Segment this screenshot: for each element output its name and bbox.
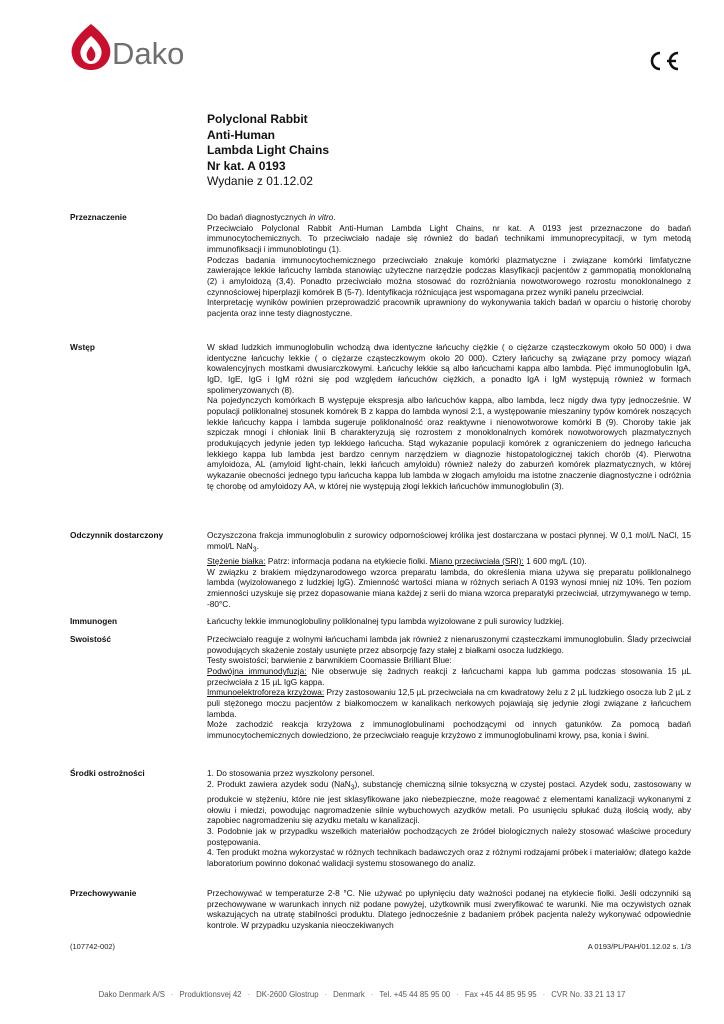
subscript: 3 [252,546,257,554]
fax: Fax +45 44 85 95 95 [464,990,537,999]
edition-date: Wydanie z 01.12.02 [207,174,313,188]
dako-logo [68,22,198,78]
underlined-term: Miano przeciwciała (SRI): [429,555,524,566]
section-label: Immunogen [70,616,118,626]
catalog-number: Nr kat. A 0193 [207,158,286,173]
section-body [207,212,691,319]
text: . [333,212,336,222]
text: ), substancję chemiczną silnie toksyczną w czystej postaci. Azydek sodu, zastosowany w produkcie w stężeniu, które nie jest sklasyfikowane jako niebezpieczne, może reagować z elementami kanalizacji wykonanymi z ołowiu i miedzi, powodując nagromadzenie silnie wybuchowych azydków metali. Po usunięciu spłukać dużą ilością wody, aby zapobiec nagromadzeniu się azydku metalu w kanalizacji. [207,778,691,826]
section-label: Środki ostrożności [70,768,145,778]
section-body [207,768,691,869]
section-label: Przechowywanie [70,888,137,898]
text: Do badań diagnostycznych [207,212,309,222]
list-item: 1. Do stosowania przez wyszkolony personel. [207,768,375,778]
paragraph: Przeciwciało reaguje z wolnymi łańcuchami lambda jak również z nienaruszonymi cząsteczkami immunoglobulin. Ślady przeciwciał powodujących skażenie zostały usunięte przez absorpcję fazy stałej z białkami osocza ludzkiego. [207,634,691,655]
text-italic: in vitro [308,212,334,222]
text: Nie obserwuje się żadnych reakcji z łańcuchami kappa lub gamma podczas stosowania 15 µL przeciwciała z 15 µL IgG kappa. [207,665,691,687]
section-label: Odczynnik dostarczony [70,530,164,540]
company-name: Dako Denmark A/S [98,990,165,999]
paragraph: Może zachodzić reakcja krzyżowa z immunoglobulinami pochodzącymi od innych gatunków. Za pomocą badań immunocytochemicznych dowiedziono, że przeciwciało reaguje krzyżowo z immunoglobulinami krowy, psa, konia i świni. [207,719,691,740]
street-address: Produktionsvej 42 [179,990,242,999]
text: 2. Produkt zawiera azydek sodu (NaN [207,778,351,789]
paragraph: Interpretację wyników powinien przeprowadzić pracownik uprawniony do wykonywania takich badań w oparciu o historię choroby pacjenta oraz inne testy diagnostyczne. [207,297,691,318]
telephone: Tel. +45 44 85 95 00 [379,990,451,999]
section-label: Swoistość [70,634,112,644]
text: 1 600 mg/L (10). [523,555,587,566]
paragraph: W związku z brakiem międzynarodowego wzorca preparatu lambda, do określenia miana używa się preparatu poliklonalnego lambda (wyizolowanego z ludzkiej IgG). Zmienność wartości miana w różnych seriach A 0193 wynosi mniej niż 10%. Ten poziom zmienności uzyskuje się przez dopasowanie miana każdej z serii do miana wzorca preparatyki przeciwciał, utrzymywanego w temp. -80°C. [207,566,691,609]
list-item: 3. Podobnie jak w przypadku wszelkich materiałów pochodzących ze źródeł biologicznych należy stosować właściwe procedury postępowania. [207,825,691,847]
list-item: 4. Ten produkt można wykorzystać w różnych technikach badawczych oraz z różnymi rodzajami próbek i materiałów; dlatego każde laboratorium powinno dokonać walidacji systemu stosowanego do analiz. [207,847,691,868]
brand-name: Dako [112,36,185,71]
document-number: (107742-002) [70,942,116,951]
product-title [207,112,587,190]
text: Oczyszczona frakcja immunoglobulin z surowicy odpornościowej królika jest dostarczana w postaci płynnej. W 0,1 mol/L NaCl, 15 mmol/L NaN [207,530,691,551]
section-body [207,634,691,741]
paragraph: Testy swoistości; barwienie z barwnikiem Coomassie Brilliant Blue: [207,655,452,666]
dako-flame-icon [68,22,114,72]
paragraph: Przeciwciało Polyclonal Rabbit Anti-Human Lambda Light Chains, nr kat. A 0193 jest przeznaczone do badań immunocytochemicznych. To przeciwciało nadaje się również do badań technikami immunoprecypitacji, w tym metodą immunofiksacji i immunoblotingu (1). [207,222,691,254]
title-line-2: Anti-Human [207,127,275,142]
paragraph: Przechowywać w temperaturze 2-8 °C. Nie używać po upłynięciu daty ważności podanej na etykiecie fiolki. Jeśli odczynniki są przechowywane w warunkach innych niż podane powyżej, użytkownik musi zweryfikować te warunki. Nie ma oczywistych oznak wskazujących na utratę stabilności produktu. Dlatego jednocześnie z badaniem próbek pacjenta należy wykonywać odpowiednie kontrole. W przypadku uzyskania nieoczekiwanych [207,888,691,930]
title-line-1: Polyclonal Rabbit [207,112,308,126]
section-body [207,530,691,609]
ce-mark-icon [645,50,681,72]
text: Patrz: informacja podana na etykiecie fiolki. [265,555,430,566]
city: DK-2600 Glostrup [256,990,319,999]
section-body [207,888,691,931]
text: Przy zastosowaniu 12,5 µL przeciwciała na cm kwadratowy żelu z 2 µL ludzkiego osocza lub 2 µL z puli stężonego moczu pacjentów z białkomoczem w kanalikach nerkowych pojawiają się jedynie złogi związane z łańcuchem lambda. [207,687,691,719]
paragraph: W skład ludzkich immunoglobulin wchodzą dwa identyczne łańcuchy ciężkie ( o ciężarze cząsteczkowym około 50 000) i dwa identyczne łańcuchy lekkie ( o ciężarze cząsteczkowym około 20 000). Cztery łańcuchy są związane przy pomocy wiązań kowalencyjnych mostkami dwusiarczkowymi. Łańcuchy lekkie są albo łańcuchami kappa albo lambda. Pięć immunoglobulin IgA, IgD, IgE, IgG i IgM różni się pod względem łańcuchów ciężkich, a ponadto IgA i IgM występują również w formach spolimeryzowanych (8). [207,342,691,395]
section-body [207,342,691,491]
country: Denmark [333,990,365,999]
list-item [207,779,691,826]
ce-mark [645,50,681,72]
section-body [207,616,691,627]
paragraph: Podczas badania immunocytochemicznego przeciwciało znakuje komórki plazmatyczne i związane komórki limfatyczne zawierające lekkie łańcuchy lambda stanowiąc użyteczne narzędzie podczas klasyfikacji pacjentów z gammopatią monoklonalną (2) i amyloidozą (3,4). Ponadto przeciwciało można stosować do rozróżniania nowotworowego rozrostu monoklonalnego z czynnościowej hiperplazji komórek B (5-7). Identyfikacja różnicująca jest wspomagana przez wyniki panelu przeciwciał. [207,254,691,297]
underlined-term: Stężenie białka: [207,555,266,566]
title-line-3: Lambda Light Chains [207,143,330,157]
underlined-term: Podwójna immunodyfuzja: [207,665,307,676]
section-label: Przeznaczenie [70,212,127,222]
cvr-number: CVR No. 33 21 13 17 [551,990,626,999]
paragraph: Łańcuchy lekkie immunoglobuliny poliklonalnej typu lambda wyizolowane z puli surowicy ludzkiej. [207,616,564,626]
page-reference: A 0193/PL/PAH/01.12.02 s. 1/3 [587,942,691,951]
company-contact-line: Dako Denmark A/S · Produktionsvej 42 · DK-2600 Glostrup · Denmark · Tel. +45 44 85 95 00 · Fax +45 44 85 95 95 · CVR No. 33 21 13 17 [98,990,626,999]
paragraph: Na pojedynczych komórkach B występuje ekspresja albo łańcuchów kappa, albo lambda, lecz nigdy dwa typy jednocześnie. W populacji poliklonalnej stosunek komórek B z kappa do lambda wynosi 2:1, a występowanie mieszaniny typów komórek noszących lekkie łańcuchy kappa i lambda sugeruje poliklonalność oraz reaktywne i nienowotworowe komórki B (9). Choroby takie jak szpiczak mnogi i chłoniak linii B charakteryzują się rozrostem z monoklonalnych komórek nowotworowych plazmatycznych produkujących jedynie jeden typ lekkiego łańcucha. Stąd wykazanie populacji komórek z ograniczeniem do jednego łańcucha lekkiego kappa lub lambda jest bardzo cennym narzędziem w diagnozie histopatologicznej takich chorób (4). Pierwotna amyloidoza, AL (amyloid light-chain, lekki łańcuch amyloidu) również należy do zaburzeń komórek plazmatycznych, w której wykazanie obecności jednego typu łańcucha kappa lub lambda w złogach amyloidu ma istotne znaczenie diagnostyczne i odróżnia tę chorobę od amyloidozy AA, w której nie występują złogi lekkich łańcuchów immunoglobulin (3). [207,395,691,491]
section-label: Wstęp [70,342,95,352]
subscript: 3 [350,784,355,792]
text: . [256,540,259,551]
underlined-term: Immunoelektroforeza krzyżowa: [207,687,325,698]
